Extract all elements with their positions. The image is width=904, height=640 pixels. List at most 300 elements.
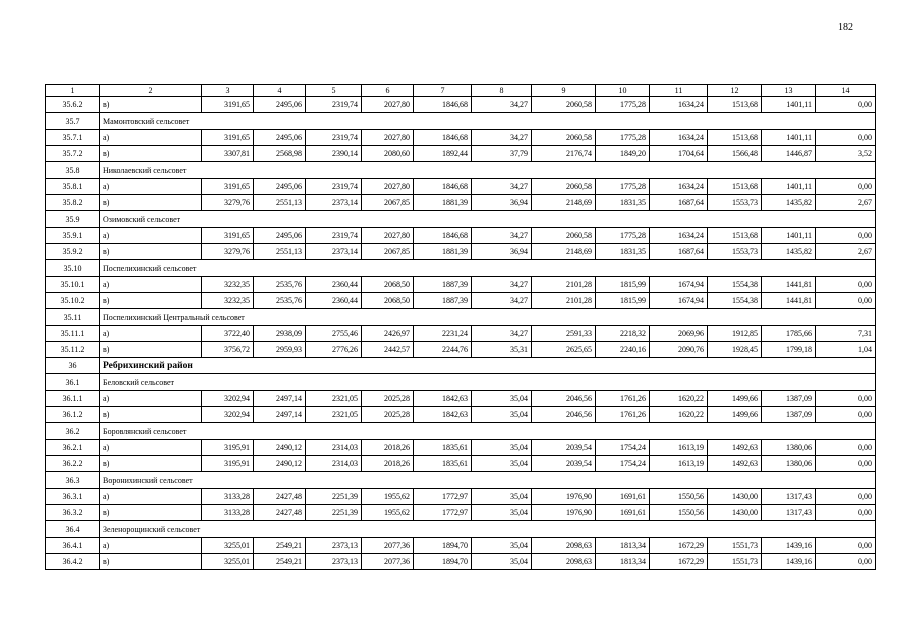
table-row bbox=[46, 326, 876, 342]
value-cell: 2535,76 bbox=[254, 293, 306, 309]
column-number: 5 bbox=[306, 85, 362, 97]
value-cell: 35,04 bbox=[472, 554, 532, 570]
value-cell: 1613,19 bbox=[650, 456, 708, 472]
value-cell: 1672,29 bbox=[650, 554, 708, 570]
value-cell: 35,04 bbox=[472, 407, 532, 423]
row-code: 35.9 bbox=[46, 211, 100, 228]
value-cell: 2148,69 bbox=[532, 195, 596, 211]
value-cell: 1553,73 bbox=[708, 195, 762, 211]
value-cell: 2314,03 bbox=[306, 456, 362, 472]
value-cell: 2497,14 bbox=[254, 391, 306, 407]
subdivision-name: Николаевский сельсовет bbox=[100, 162, 876, 179]
district-row bbox=[46, 358, 876, 374]
value-cell: 1846,68 bbox=[414, 130, 472, 146]
table-row bbox=[46, 293, 876, 309]
value-cell: 2938,09 bbox=[254, 326, 306, 342]
value-cell: 2319,74 bbox=[306, 228, 362, 244]
value-cell: 2039,54 bbox=[532, 440, 596, 456]
value-cell: 1813,34 bbox=[596, 538, 650, 554]
header-row bbox=[46, 85, 876, 97]
table-row bbox=[46, 179, 876, 195]
value-cell: 2,67 bbox=[816, 244, 876, 260]
value-cell: 2098,63 bbox=[532, 554, 596, 570]
value-cell: 1380,06 bbox=[762, 456, 816, 472]
value-cell: 1401,11 bbox=[762, 130, 816, 146]
value-cell: 34,27 bbox=[472, 179, 532, 195]
subdivision-row bbox=[46, 113, 876, 130]
value-cell: 0,00 bbox=[816, 440, 876, 456]
value-cell: 2755,46 bbox=[306, 326, 362, 342]
value-cell: 0,00 bbox=[816, 277, 876, 293]
page-number: 182 bbox=[838, 22, 853, 33]
value-cell: 2373,13 bbox=[306, 538, 362, 554]
column-number: 2 bbox=[100, 85, 202, 97]
value-cell: 0,00 bbox=[816, 97, 876, 113]
value-cell: 1,04 bbox=[816, 342, 876, 358]
value-cell: 2319,74 bbox=[306, 97, 362, 113]
value-cell: 1813,34 bbox=[596, 554, 650, 570]
value-cell: 3202,94 bbox=[202, 407, 254, 423]
value-cell: 1687,64 bbox=[650, 195, 708, 211]
value-cell: 2060,58 bbox=[532, 130, 596, 146]
value-cell: 1691,61 bbox=[596, 489, 650, 505]
row-code: 36.3.1 bbox=[46, 489, 100, 505]
value-cell: 2018,26 bbox=[362, 440, 414, 456]
value-cell: 1894,70 bbox=[414, 538, 472, 554]
value-cell: 2426,97 bbox=[362, 326, 414, 342]
value-cell: 1513,68 bbox=[708, 228, 762, 244]
value-cell: 1815,99 bbox=[596, 277, 650, 293]
subdivision-name: Мамонтовский сельсовет bbox=[100, 113, 876, 130]
value-cell: 2101,28 bbox=[532, 293, 596, 309]
value-cell: 0,00 bbox=[816, 179, 876, 195]
value-cell: 1492,63 bbox=[708, 456, 762, 472]
variant-cell: в) bbox=[100, 195, 202, 211]
value-cell: 2251,39 bbox=[306, 505, 362, 521]
table-row bbox=[46, 440, 876, 456]
value-cell: 2027,80 bbox=[362, 228, 414, 244]
value-cell: 1687,64 bbox=[650, 244, 708, 260]
value-cell: 1835,61 bbox=[414, 456, 472, 472]
table-row bbox=[46, 407, 876, 423]
variant-cell: в) bbox=[100, 407, 202, 423]
value-cell: 1775,28 bbox=[596, 97, 650, 113]
value-cell: 34,27 bbox=[472, 293, 532, 309]
value-cell: 3279,76 bbox=[202, 195, 254, 211]
value-cell: 1887,39 bbox=[414, 293, 472, 309]
value-cell: 3255,01 bbox=[202, 538, 254, 554]
value-cell: 2251,39 bbox=[306, 489, 362, 505]
value-cell: 2067,85 bbox=[362, 195, 414, 211]
value-cell: 2067,85 bbox=[362, 244, 414, 260]
value-cell: 1380,06 bbox=[762, 440, 816, 456]
value-cell: 1835,61 bbox=[414, 440, 472, 456]
value-cell: 2495,06 bbox=[254, 97, 306, 113]
value-cell: 1387,09 bbox=[762, 391, 816, 407]
row-code: 35.10.2 bbox=[46, 293, 100, 309]
value-cell: 2069,96 bbox=[650, 326, 708, 342]
row-code: 35.7 bbox=[46, 113, 100, 130]
value-cell: 1499,66 bbox=[708, 407, 762, 423]
value-cell: 1887,39 bbox=[414, 277, 472, 293]
value-cell: 1620,22 bbox=[650, 407, 708, 423]
column-number: 10 bbox=[596, 85, 650, 97]
value-cell: 2495,06 bbox=[254, 228, 306, 244]
subdivision-row bbox=[46, 521, 876, 538]
value-cell: 3195,91 bbox=[202, 456, 254, 472]
value-cell: 1401,11 bbox=[762, 97, 816, 113]
value-cell: 1401,11 bbox=[762, 179, 816, 195]
column-number: 14 bbox=[816, 85, 876, 97]
value-cell: 2495,06 bbox=[254, 179, 306, 195]
district-name: Ребрихинский район bbox=[100, 358, 876, 374]
row-code: 36.2.2 bbox=[46, 456, 100, 472]
subdivision-name: Зеленорощинский сельсовет bbox=[100, 521, 876, 538]
value-cell: 2027,80 bbox=[362, 130, 414, 146]
value-cell: 2591,33 bbox=[532, 326, 596, 342]
table-row bbox=[46, 277, 876, 293]
value-cell: 2,67 bbox=[816, 195, 876, 211]
value-cell: 2077,36 bbox=[362, 554, 414, 570]
column-number: 8 bbox=[472, 85, 532, 97]
row-code: 36.1.1 bbox=[46, 391, 100, 407]
value-cell: 2373,14 bbox=[306, 244, 362, 260]
subdivision-row bbox=[46, 211, 876, 228]
value-cell: 1439,16 bbox=[762, 554, 816, 570]
value-cell: 3722,40 bbox=[202, 326, 254, 342]
table-row bbox=[46, 489, 876, 505]
value-cell: 7,31 bbox=[816, 326, 876, 342]
row-code: 35.11.2 bbox=[46, 342, 100, 358]
value-cell: 1892,44 bbox=[414, 146, 472, 162]
value-cell: 1775,28 bbox=[596, 179, 650, 195]
value-cell: 2060,58 bbox=[532, 228, 596, 244]
row-code: 35.11.1 bbox=[46, 326, 100, 342]
value-cell: 2490,12 bbox=[254, 440, 306, 456]
value-cell: 2442,57 bbox=[362, 342, 414, 358]
value-cell: 1842,63 bbox=[414, 391, 472, 407]
table-row bbox=[46, 244, 876, 260]
value-cell: 35,04 bbox=[472, 538, 532, 554]
value-cell: 3191,65 bbox=[202, 228, 254, 244]
column-number: 12 bbox=[708, 85, 762, 97]
value-cell: 2098,63 bbox=[532, 538, 596, 554]
value-cell: 1550,56 bbox=[650, 505, 708, 521]
value-cell: 3232,35 bbox=[202, 293, 254, 309]
row-code: 36.2.1 bbox=[46, 440, 100, 456]
value-cell: 34,27 bbox=[472, 97, 532, 113]
value-cell: 2101,28 bbox=[532, 277, 596, 293]
value-cell: 2495,06 bbox=[254, 130, 306, 146]
value-cell: 2060,58 bbox=[532, 179, 596, 195]
value-cell: 1815,99 bbox=[596, 293, 650, 309]
value-cell: 2490,12 bbox=[254, 456, 306, 472]
value-cell: 1513,68 bbox=[708, 130, 762, 146]
subdivision-name: Поспелихинский Центральный сельсовет bbox=[100, 309, 876, 326]
row-code: 35.7.1 bbox=[46, 130, 100, 146]
value-cell: 0,00 bbox=[816, 489, 876, 505]
value-cell: 35,04 bbox=[472, 456, 532, 472]
value-cell: 1754,24 bbox=[596, 456, 650, 472]
value-cell: 36,94 bbox=[472, 195, 532, 211]
row-code: 35.9.1 bbox=[46, 228, 100, 244]
subdivision-name: Поспелихинский сельсовет bbox=[100, 260, 876, 277]
value-cell: 1775,28 bbox=[596, 130, 650, 146]
table-row bbox=[46, 554, 876, 570]
value-cell: 1387,09 bbox=[762, 407, 816, 423]
value-cell: 2551,13 bbox=[254, 195, 306, 211]
variant-cell: а) bbox=[100, 326, 202, 342]
value-cell: 3195,91 bbox=[202, 440, 254, 456]
row-code: 36.4 bbox=[46, 521, 100, 538]
variant-cell: в) bbox=[100, 554, 202, 570]
subdivision-row bbox=[46, 472, 876, 489]
value-cell: 2360,44 bbox=[306, 277, 362, 293]
value-cell: 36,94 bbox=[472, 244, 532, 260]
row-code: 35.8.2 bbox=[46, 195, 100, 211]
value-cell: 1435,82 bbox=[762, 244, 816, 260]
value-cell: 35,04 bbox=[472, 505, 532, 521]
subdivision-name: Воронихинский сельсовет bbox=[100, 472, 876, 489]
value-cell: 2549,21 bbox=[254, 538, 306, 554]
value-cell: 1761,26 bbox=[596, 391, 650, 407]
table-row bbox=[46, 146, 876, 162]
value-cell: 2240,16 bbox=[596, 342, 650, 358]
value-cell: 2314,03 bbox=[306, 440, 362, 456]
value-cell: 2625,65 bbox=[532, 342, 596, 358]
value-cell: 1566,48 bbox=[708, 146, 762, 162]
subdivision-row bbox=[46, 423, 876, 440]
column-number: 3 bbox=[202, 85, 254, 97]
variant-cell: в) bbox=[100, 505, 202, 521]
column-number: 9 bbox=[532, 85, 596, 97]
variant-cell: в) bbox=[100, 97, 202, 113]
row-code: 35.6.2 bbox=[46, 97, 100, 113]
row-code: 36.3.2 bbox=[46, 505, 100, 521]
value-cell: 1430,00 bbox=[708, 505, 762, 521]
value-cell: 1955,62 bbox=[362, 505, 414, 521]
value-cell: 1754,24 bbox=[596, 440, 650, 456]
column-number: 11 bbox=[650, 85, 708, 97]
value-cell: 1846,68 bbox=[414, 179, 472, 195]
value-cell: 2549,21 bbox=[254, 554, 306, 570]
value-cell: 2244,76 bbox=[414, 342, 472, 358]
subdivision-row bbox=[46, 309, 876, 326]
table-row bbox=[46, 195, 876, 211]
value-cell: 2218,32 bbox=[596, 326, 650, 342]
table-body bbox=[46, 85, 876, 570]
subdivision-name: Беловский сельсовет bbox=[100, 374, 876, 391]
value-cell: 1912,85 bbox=[708, 326, 762, 342]
row-code: 36.3 bbox=[46, 472, 100, 489]
value-cell: 2025,28 bbox=[362, 407, 414, 423]
row-code: 35.11 bbox=[46, 309, 100, 326]
value-cell: 1976,90 bbox=[532, 489, 596, 505]
value-cell: 3191,65 bbox=[202, 179, 254, 195]
table-row bbox=[46, 456, 876, 472]
value-cell: 34,27 bbox=[472, 228, 532, 244]
subdivision-row bbox=[46, 374, 876, 391]
value-cell: 2373,14 bbox=[306, 195, 362, 211]
subdivision-row bbox=[46, 162, 876, 179]
value-cell: 1704,64 bbox=[650, 146, 708, 162]
value-cell: 1551,73 bbox=[708, 554, 762, 570]
value-cell: 2497,14 bbox=[254, 407, 306, 423]
value-cell: 35,04 bbox=[472, 391, 532, 407]
value-cell: 2535,76 bbox=[254, 277, 306, 293]
value-cell: 1613,19 bbox=[650, 440, 708, 456]
row-code: 36.2 bbox=[46, 423, 100, 440]
value-cell: 2027,80 bbox=[362, 179, 414, 195]
value-cell: 2319,74 bbox=[306, 130, 362, 146]
variant-cell: а) bbox=[100, 277, 202, 293]
row-code: 36.4.1 bbox=[46, 538, 100, 554]
table-row bbox=[46, 130, 876, 146]
value-cell: 1401,11 bbox=[762, 228, 816, 244]
row-code: 36.1.2 bbox=[46, 407, 100, 423]
column-number: 7 bbox=[414, 85, 472, 97]
value-cell: 1772,97 bbox=[414, 489, 472, 505]
value-cell: 1672,29 bbox=[650, 538, 708, 554]
value-cell: 34,27 bbox=[472, 277, 532, 293]
value-cell: 1551,73 bbox=[708, 538, 762, 554]
variant-cell: а) bbox=[100, 489, 202, 505]
value-cell: 35,04 bbox=[472, 440, 532, 456]
value-cell: 2427,48 bbox=[254, 489, 306, 505]
value-cell: 2148,69 bbox=[532, 244, 596, 260]
value-cell: 0,00 bbox=[816, 130, 876, 146]
value-cell: 2068,50 bbox=[362, 293, 414, 309]
row-code: 36.1 bbox=[46, 374, 100, 391]
value-cell: 2025,28 bbox=[362, 391, 414, 407]
value-cell: 1441,81 bbox=[762, 277, 816, 293]
subdivision-name: Озимовский сельсовет bbox=[100, 211, 876, 228]
tariff-table bbox=[45, 84, 876, 570]
row-code: 35.8 bbox=[46, 162, 100, 179]
table-row bbox=[46, 228, 876, 244]
value-cell: 0,00 bbox=[816, 456, 876, 472]
value-cell: 1761,26 bbox=[596, 407, 650, 423]
value-cell: 1846,68 bbox=[414, 97, 472, 113]
value-cell: 2060,58 bbox=[532, 97, 596, 113]
value-cell: 1435,82 bbox=[762, 195, 816, 211]
value-cell: 2427,48 bbox=[254, 505, 306, 521]
value-cell: 1772,97 bbox=[414, 505, 472, 521]
value-cell: 1799,18 bbox=[762, 342, 816, 358]
value-cell: 1441,81 bbox=[762, 293, 816, 309]
row-code: 35.8.1 bbox=[46, 179, 100, 195]
value-cell: 1831,35 bbox=[596, 195, 650, 211]
variant-cell: а) bbox=[100, 538, 202, 554]
value-cell: 2080,60 bbox=[362, 146, 414, 162]
value-cell: 3191,65 bbox=[202, 97, 254, 113]
value-cell: 1553,73 bbox=[708, 244, 762, 260]
value-cell: 1513,68 bbox=[708, 97, 762, 113]
row-code: 35.10.1 bbox=[46, 277, 100, 293]
value-cell: 1955,62 bbox=[362, 489, 414, 505]
value-cell: 2046,56 bbox=[532, 407, 596, 423]
value-cell: 1620,22 bbox=[650, 391, 708, 407]
value-cell: 35,31 bbox=[472, 342, 532, 358]
value-cell: 1634,24 bbox=[650, 179, 708, 195]
value-cell: 2568,98 bbox=[254, 146, 306, 162]
column-number: 13 bbox=[762, 85, 816, 97]
value-cell: 2959,93 bbox=[254, 342, 306, 358]
value-cell: 1499,66 bbox=[708, 391, 762, 407]
value-cell: 1634,24 bbox=[650, 97, 708, 113]
value-cell: 3191,65 bbox=[202, 130, 254, 146]
row-code: 35.7.2 bbox=[46, 146, 100, 162]
table-row bbox=[46, 505, 876, 521]
table-row bbox=[46, 538, 876, 554]
value-cell: 1634,24 bbox=[650, 228, 708, 244]
value-cell: 3133,28 bbox=[202, 489, 254, 505]
value-cell: 3279,76 bbox=[202, 244, 254, 260]
value-cell: 2321,05 bbox=[306, 391, 362, 407]
value-cell: 2319,74 bbox=[306, 179, 362, 195]
value-cell: 1317,43 bbox=[762, 505, 816, 521]
value-cell: 2090,76 bbox=[650, 342, 708, 358]
value-cell: 1976,90 bbox=[532, 505, 596, 521]
variant-cell: в) bbox=[100, 146, 202, 162]
value-cell: 37,79 bbox=[472, 146, 532, 162]
value-cell: 3,52 bbox=[816, 146, 876, 162]
value-cell: 1842,63 bbox=[414, 407, 472, 423]
value-cell: 2321,05 bbox=[306, 407, 362, 423]
value-cell: 1831,35 bbox=[596, 244, 650, 260]
value-cell: 0,00 bbox=[816, 228, 876, 244]
variant-cell: в) bbox=[100, 293, 202, 309]
value-cell: 1881,39 bbox=[414, 244, 472, 260]
value-cell: 2018,26 bbox=[362, 456, 414, 472]
value-cell: 1928,45 bbox=[708, 342, 762, 358]
table-row bbox=[46, 97, 876, 113]
value-cell: 3255,01 bbox=[202, 554, 254, 570]
table-row bbox=[46, 342, 876, 358]
value-cell: 0,00 bbox=[816, 391, 876, 407]
value-cell: 3232,35 bbox=[202, 277, 254, 293]
variant-cell: а) bbox=[100, 228, 202, 244]
value-cell: 1492,63 bbox=[708, 440, 762, 456]
subdivision-name: Боровлянский сельсовет bbox=[100, 423, 876, 440]
row-code: 35.9.2 bbox=[46, 244, 100, 260]
value-cell: 2373,13 bbox=[306, 554, 362, 570]
value-cell: 1894,70 bbox=[414, 554, 472, 570]
value-cell: 1439,16 bbox=[762, 538, 816, 554]
value-cell: 1674,94 bbox=[650, 277, 708, 293]
value-cell: 0,00 bbox=[816, 505, 876, 521]
value-cell: 0,00 bbox=[816, 293, 876, 309]
value-cell: 1674,94 bbox=[650, 293, 708, 309]
value-cell: 0,00 bbox=[816, 538, 876, 554]
value-cell: 0,00 bbox=[816, 407, 876, 423]
column-number: 6 bbox=[362, 85, 414, 97]
value-cell: 2077,36 bbox=[362, 538, 414, 554]
column-number: 4 bbox=[254, 85, 306, 97]
value-cell: 2360,44 bbox=[306, 293, 362, 309]
variant-cell: а) bbox=[100, 391, 202, 407]
variant-cell: а) bbox=[100, 179, 202, 195]
variant-cell: в) bbox=[100, 244, 202, 260]
row-code: 35.10 bbox=[46, 260, 100, 277]
value-cell: 1430,00 bbox=[708, 489, 762, 505]
value-cell: 3202,94 bbox=[202, 391, 254, 407]
variant-cell: в) bbox=[100, 456, 202, 472]
value-cell: 1554,38 bbox=[708, 293, 762, 309]
row-code: 36.4.2 bbox=[46, 554, 100, 570]
value-cell: 1775,28 bbox=[596, 228, 650, 244]
value-cell: 0,00 bbox=[816, 554, 876, 570]
